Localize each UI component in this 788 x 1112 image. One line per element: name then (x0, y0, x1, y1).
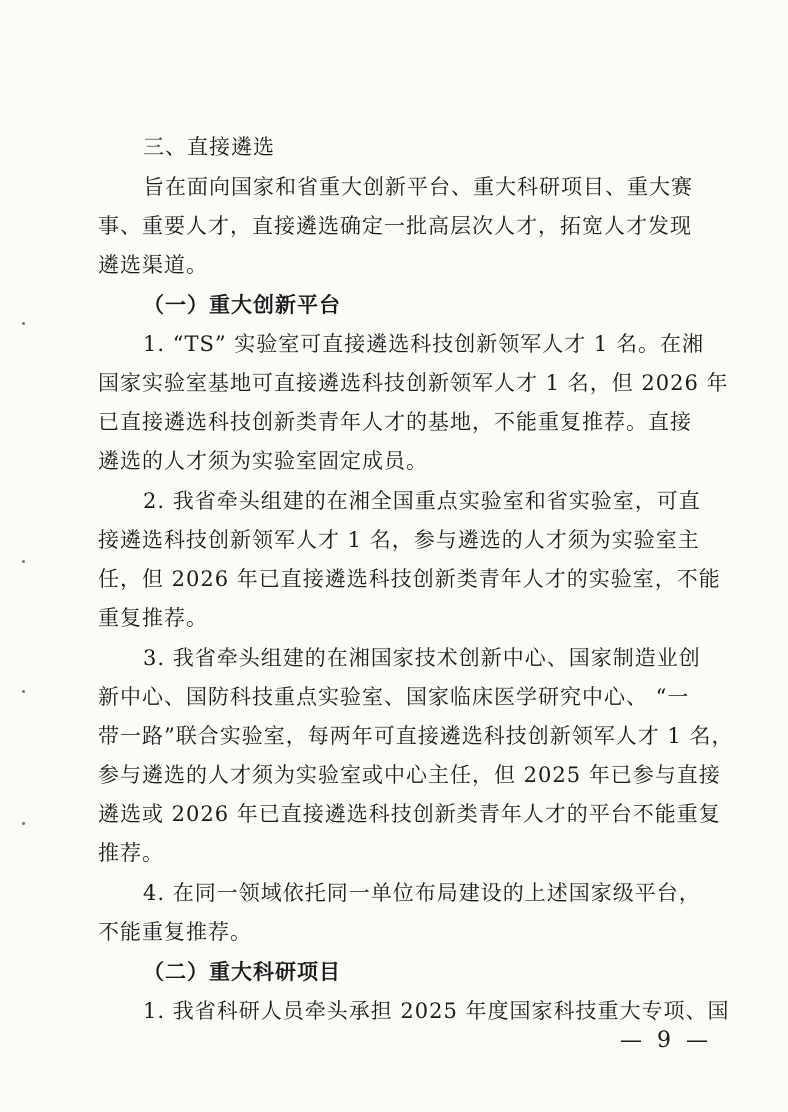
margin-mark (22, 822, 25, 825)
paragraph-line: 遴选或 2026 年已直接遴选科技创新类青年人才的平台不能重复 (98, 802, 721, 826)
paragraph-line: 重复推荐。 (98, 606, 208, 630)
paragraph-line: 接遴选科技创新领军人才 1 名，参与遴选的人才须为实验室主 (98, 528, 700, 552)
paragraph-line: 已直接遴选科技创新类青年人才的基地，不能重复推荐。直接 (98, 410, 692, 434)
page-number: — 9 — (620, 1028, 712, 1053)
intro-line: 遴选渠道。 (98, 253, 208, 277)
margin-mark (22, 690, 25, 693)
paragraph-line: 推荐。 (98, 841, 164, 865)
paragraph-line: 2. 我省牵头组建的在湘全国重点实验室和省实验室，可直 (143, 489, 701, 513)
paragraph-line: 遴选的人才须为实验室固定成员。 (98, 449, 428, 473)
paragraph-line: 任，但 2026 年已直接遴选科技创新类青年人才的实验室，不能 (98, 567, 721, 591)
paragraph-line: 带一路”联合实验室，每两年可直接遴选科技创新领军人才 1 名， (98, 724, 734, 748)
paragraph-line: 参与遴选的人才须为实验室或中心主任，但 2025 年已参与直接 (98, 763, 721, 787)
paragraph-line: 新中心、国防科技重点实验室、国家临床医学研究中心、 “一 (98, 685, 690, 709)
margin-mark (22, 322, 25, 325)
paragraph-line: 3. 我省牵头组建的在湘国家技术创新中心、国家制造业创 (143, 646, 701, 670)
paragraph-line: 国家实验室基地可直接遴选科技创新领军人才 1 名，但 2026 年 (98, 371, 729, 395)
paragraph-line: 1. 我省科研人员牵头承担 2025 年度国家科技重大专项、国 (143, 999, 730, 1023)
intro-line: 事、重要人才，直接遴选确定一批高层次人才，拓宽人才发现 (98, 214, 692, 238)
subheading-major-projects: （二）重大科研项目 (143, 960, 341, 984)
paragraph-line: 1. “TS” 实验室可直接遴选科技创新领军人才 1 名。在湘 (143, 332, 704, 356)
margin-mark (22, 560, 25, 563)
section-title: 三、直接遴选 (143, 135, 275, 159)
intro-line: 旨在面向国家和省重大创新平台、重大科研项目、重大赛 (143, 175, 693, 199)
subheading-major-platforms: （一）重大创新平台 (143, 293, 341, 317)
paragraph-line: 不能重复推荐。 (98, 920, 252, 944)
paragraph-line: 4. 在同一领域依托同一单位布局建设的上述国家级平台， (143, 881, 701, 905)
